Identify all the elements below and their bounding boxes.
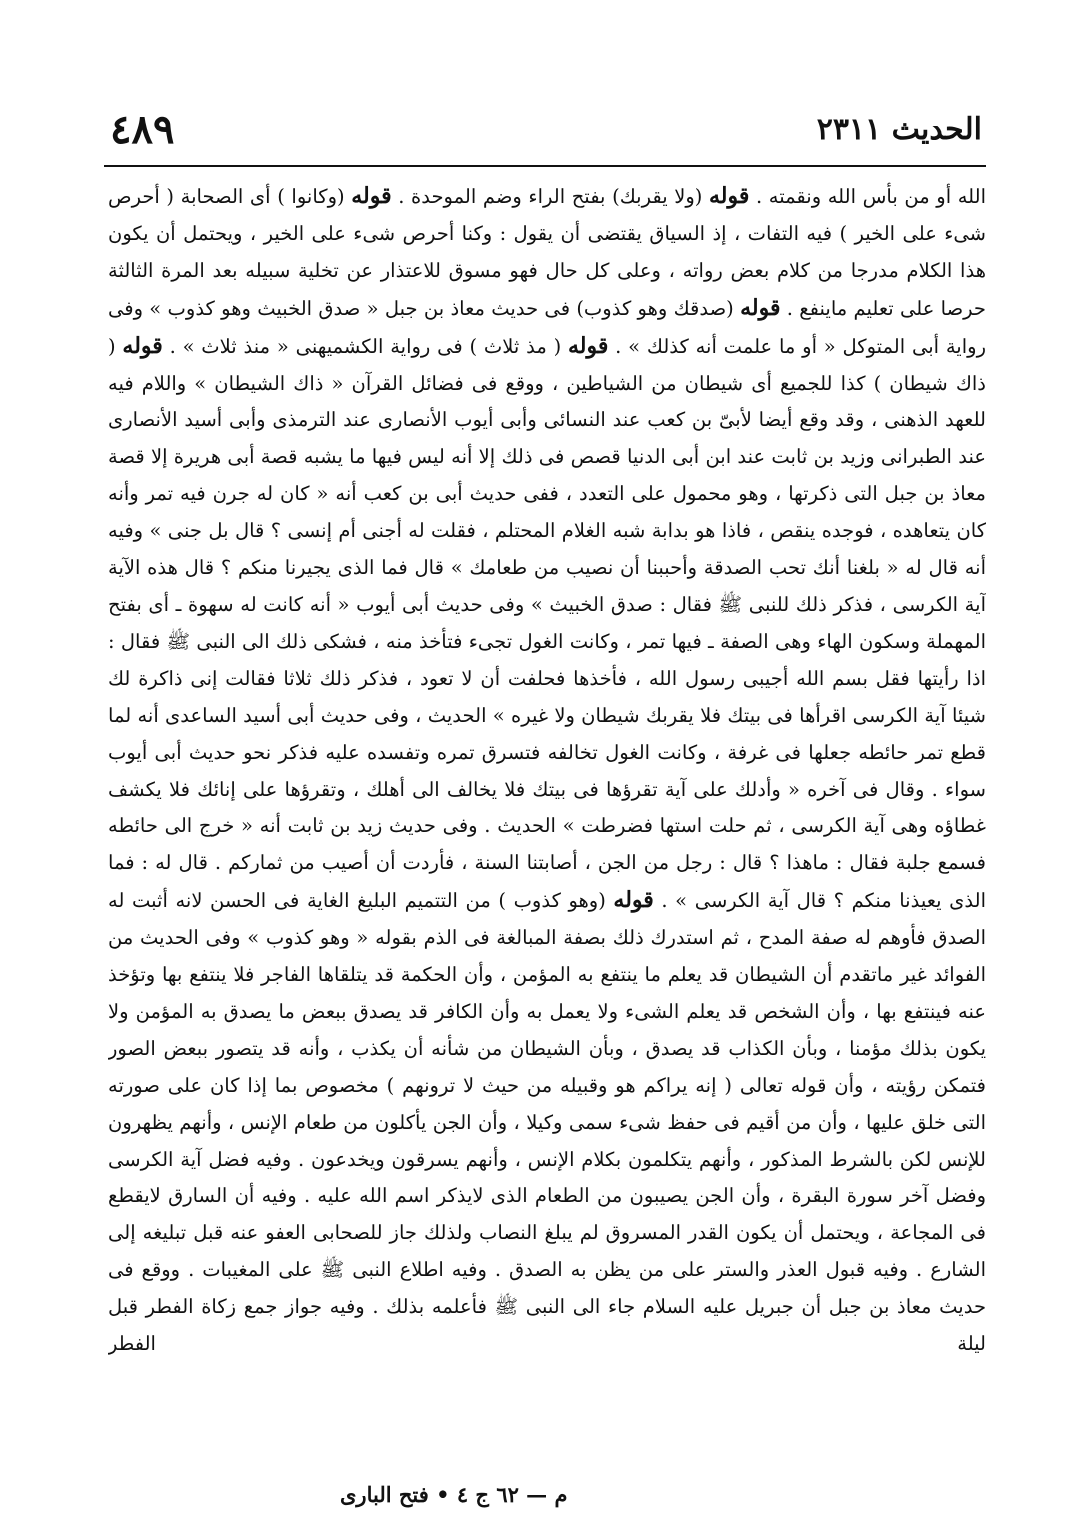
qawluhu-keyword: قوله — [613, 887, 654, 914]
page-footer — [110, 1482, 982, 1516]
commentary-text — [108, 178, 986, 1458]
qawluhu-keyword: قوله — [568, 332, 609, 359]
printer-signature: م — ٦٢ ج ٤ • فتح البارى — [340, 1482, 568, 1507]
page-number: ٤٨٩ — [110, 106, 175, 153]
qawluhu-keyword: قوله — [122, 332, 163, 359]
page-header — [110, 104, 982, 160]
text-segment: الله أو من بأس الله ونقمته . — [749, 185, 986, 208]
qawluhu-keyword: قوله — [351, 183, 392, 209]
text-segment: (ولا يقربك) بفتح الراء وضم الموحدة . — [391, 185, 709, 208]
text-segment: (وهو كذوب ) من التتميم البليغ الغاية فى الحسن لانه أثبت له الصدق فأوهم له صفة المدح ، ثم استدرك ذلك بصفة المبالغة فى الذم بقوله « وهو كذوب » وفى الحديث من الفوائد غير ماتقدم أن الشيطان قد يعلم ما ينتفع به المؤمن ، وأن الحكمة قد يتلقاها الفاجر فلا ينتفع بها وتؤخذ عنه فينتفع بها ، وأن الشخص قد يعلم الشىء ولا يعمل به وأن الكافر قد يصدق ببعض ما يصدق به المؤمن ولا يكون بذلك مؤمنا ، وبأن الكذاب قد يصدق ، وبأن الشيطان من شأنه أن يكذب ، وأنه قد يتصور ببعض الصور فتمكن رؤيته ، وأن قوله تعالى ( إنه يراكم هو وقبيله من حيث لا ترونهم ) مخصوص بما إذا كان على صورته التى خلق عليها ، وأن من أقيم فى حفظ شىء سمى وكيلا ، وأن الجن يأكلون من طعام الإنس ، وأنهم يظهرون للإنس لكن بالشرط المذكور ، وأنهم يتكلمون بكلام الإنس ، وأنهم يسرقون ويخدعون . وفيه فضل آية الكرسى وفضل آخر سورة البقرة ، وأن الجن يصيبون من الطعام الذى لايذكر اسم الله عليه . وفيه أن السارق لايقطع فى المجاعة ، ويحتمل أن يكون القدر المسروق لم يبلغ النصاب ولذلك جاز للصحابى العفو عنه قبل تبليغه إلى الشارع . وفيه قبول العذر والستر على من يظن به الصدق . وفيه اطلاع النبى ﷺ على المغيبات . ووقع فى حديث معاذ بن جبل أن جبريل عليه السلام جاء الى النبى ﷺ فأعلمه بذلك . وفيه جواز جمع زكاة الفطر قبل ليلة الفطر — [108, 889, 986, 1356]
text-segment: ( مذ ثلاث ) فى رواية الكشميهنى « منذ ثلاث » . — [162, 334, 568, 358]
header-rule — [104, 165, 986, 167]
text-segment: (وكانوا ) أى الصحابة ( أحرص شىء على الخير ) فيه التفات ، إذ السياق يقتضى أن يقول : وكنا أحرص شىء على الخير ، ويحتمل أن يكون هذا الكلام مدرجا من كلام بعض رواته ، وعلى كل حال فهو مسوق للاعتذار عن تخلية سبيله بعد المرة الثالثة حرصا على تعليم ماينفع . — [108, 185, 986, 320]
qawluhu-keyword: قوله — [740, 294, 781, 321]
hadith-number-heading: الحديث ٢٣١١ — [816, 112, 982, 147]
qawluhu-keyword: قوله — [708, 183, 750, 209]
text-segment: (صدقك وهو كذوب) فى حديث معاذ بن جبل « صدق الخبيث وهو كذوب » وفى رواية أبى المتوكل « أو ما علمت أنه كذلك » . — [108, 296, 986, 358]
commentary-paragraph — [108, 178, 986, 1363]
text-segment: ( ذاك شيطان ) كذا للجميع أى شيطان من الشياطين ، ووقع فى فضائل القرآن « ذاك الشيطان » واللام فيه للعهد الذهنى ، وقد وقع أيضا لأبىّ بن كعب عند النسائى وأبى أيوب الأنصارى عند الترمذى وأبى أسيد الأنصارى عند الطبرانى وزيد بن ثابت عند ابن أبى الدنيا قصص فى ذلك إلا أنه ليس فيها ما يشبه قصة أبى هريرة إلا قصة معاذ بن جبل التى ذكرتها ، وهو محمول على التعدد ، ففى حديث أبى بن كعب أنه « كان له جرن فيه تمر وأنه كان يتعاهده ، فوجده ينقص ، فاذا هو بدابة شبه الغلام المحتلم ، فقلت له أجنى أم إنسى ؟ قال بل جنى » وفيه أنه قال له « بلغنا أنك تحب الصدقة وأحببنا أن نصيب من طعامك » قال فما الذى يجيرنا منكم ؟ قال هذه الآية آية الكرسى ، فذكر ذلك للنبى ﷺ فقال : صدق الخبيث » وفى حديث أبى أيوب « أنه كانت له سهوة ـ أى بفتح المهملة وسكون الهاء وهى الصفة ـ فيها تمر ، وكانت الغول تجىء فتأخذ منه ، فشكى ذلك الى النبى ﷺ فقال : اذا رأيتها فقل بسم الله أجيبى رسول الله ، فأخذها فحلفت أن لا تعود ، فذكر ذلك ثلاثا فقالت إنى ذاكرة لك شيئا آية الكرسى اقرأها فى بيتك فلا يقربك شيطان ولا غيره » الحديث ، وفى حديث أبى أسيد الساعدى أنه لما قطع تمر حائطه جعلها فى غرفة ، وكانت الغول تخالفه فتسرق تمره وتفسده عليه فذكر نحو حديث أبى أيوب سواء . وقال فى آخره « وأدلك على آية تقرؤها فى بيتك فلا يخالف الى أهلك ، وتقرؤها على إنائك فلا يكشف غطاؤه وهى آية الكرسى ، ثم حلت استها فضرطت » الحديث . وفى حديث زيد بن ثابت أنه « خرج الى حائطه فسمع جلبة فقال : ماهذا ؟ قال : رجل من الجن ، أصابتنا السنة ، فأردت أن أصيب من ثماركم . قال له : فما الذى يعيذنا منكم ؟ قال آية الكرسى » . — [108, 334, 986, 913]
